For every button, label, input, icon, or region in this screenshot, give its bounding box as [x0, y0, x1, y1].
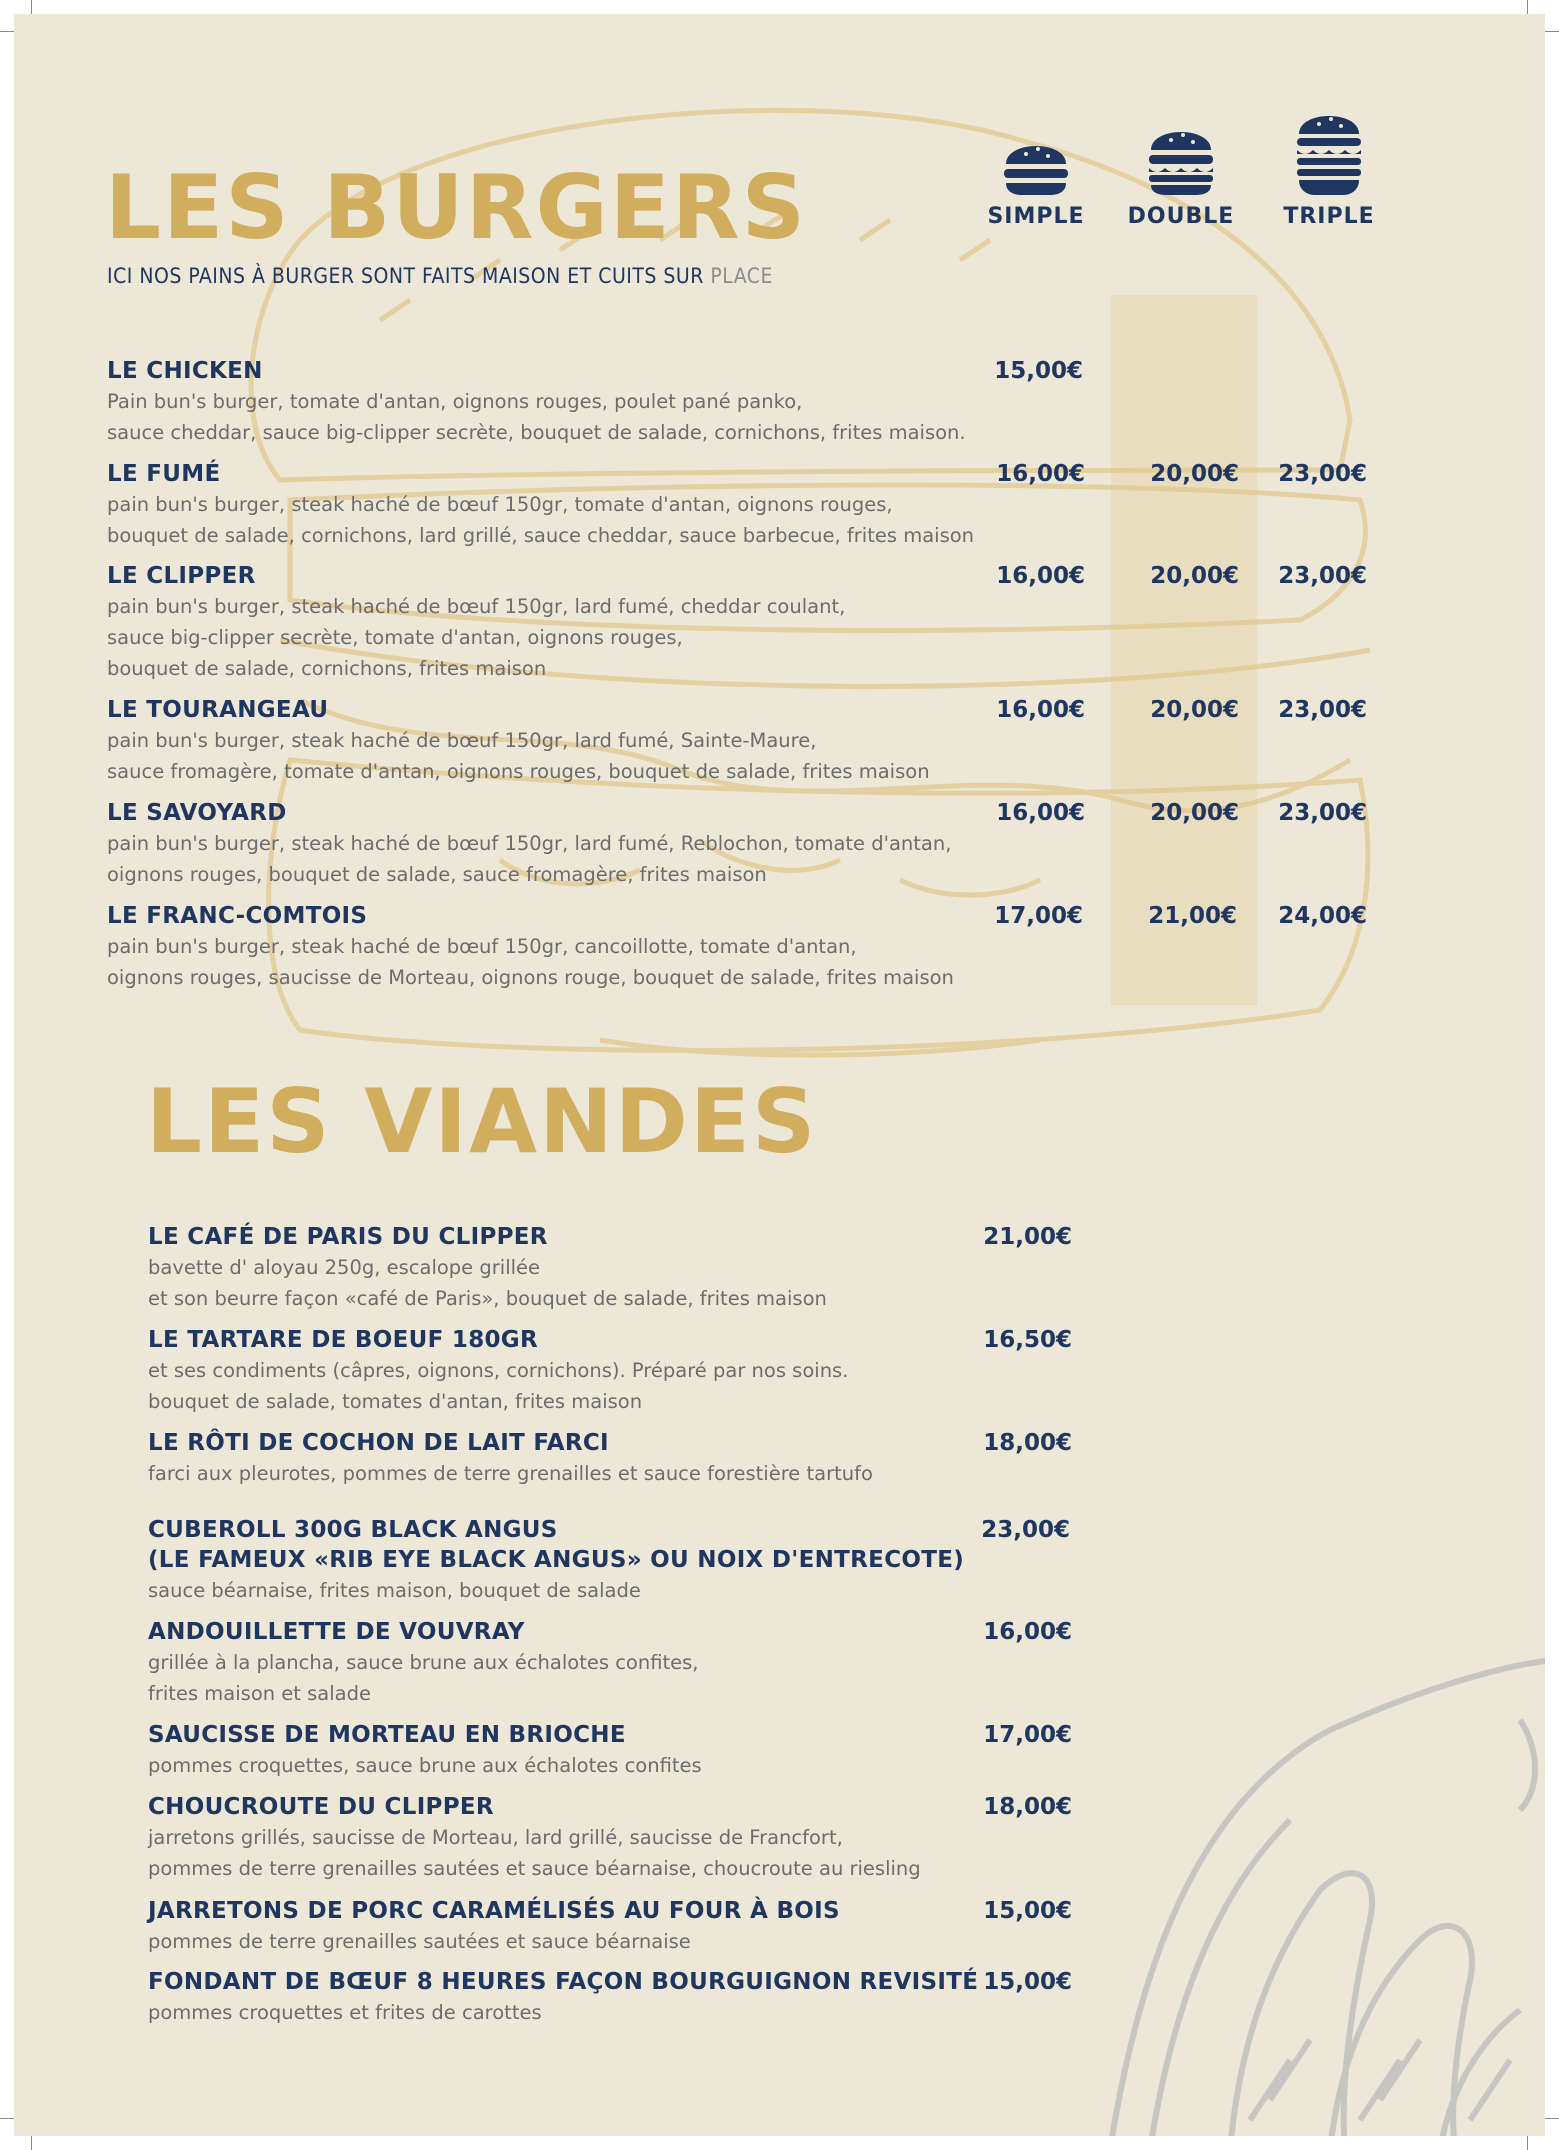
- item-desc: oignons rouges, saucisse de Morteau, oignons rouge, bouquet de salade, frites maison: [107, 966, 954, 989]
- price-simple: 16,00€: [996, 697, 1085, 723]
- item-name: ANDOUILLETTE DE VOUVRAY: [148, 1619, 525, 1645]
- menu-page: [14, 14, 1545, 2136]
- viande-item-cuberoll: [148, 1515, 964, 1606]
- viande-item-roti-cochon: [148, 1428, 873, 1489]
- price: 17,00€: [983, 1722, 1072, 1748]
- price-triple: 23,00€: [1278, 697, 1367, 723]
- price: 15,00€: [983, 1898, 1072, 1924]
- item-name: LE FRANC-COMTOIS: [107, 903, 368, 929]
- item-desc: sauce fromagère, tomate d'antan, oignons rouges, bouquet de salade, frites maison: [107, 760, 930, 783]
- item-desc: bouquet de salade, tomates d'antan, frites maison: [148, 1390, 643, 1413]
- price-simple: 17,00€: [994, 903, 1083, 929]
- item-desc: jarretons grillés, saucisse de Morteau, lard grillé, saucisse de Francfort,: [148, 1826, 843, 1849]
- item-desc: pain bun's burger, steak haché de bœuf 150gr, lard fumé, Sainte-Maure,: [107, 729, 817, 752]
- item-name: LE RÔTI DE COCHON DE LAIT FARCI: [148, 1430, 609, 1456]
- item-name: LE TARTARE DE BOEUF 180GR: [148, 1327, 538, 1353]
- price: 18,00€: [983, 1430, 1072, 1456]
- item-desc: grillée à la plancha, sauce brune aux échalotes confites,: [148, 1651, 699, 1674]
- price-column-highlight: [1111, 295, 1257, 1005]
- item-name: LE CAFÉ DE PARIS DU CLIPPER: [148, 1224, 548, 1250]
- price: 16,50€: [983, 1327, 1072, 1353]
- burger-item-clipper: [107, 561, 845, 684]
- item-name: FONDANT DE BŒUF 8 HEURES FAÇON BOURGUIGNON REVISITÉ: [148, 1969, 979, 1995]
- burger-triple-icon: [1297, 106, 1361, 196]
- item-name: JARRETONS DE PORC CARAMÉLISÉS AU FOUR À BOIS: [148, 1898, 840, 1924]
- item-name: LE CHICKEN: [107, 358, 263, 384]
- burger-item-savoyard: [107, 798, 951, 890]
- price-double: 20,00€: [1150, 563, 1239, 589]
- burgers-title: LES BURGERS: [105, 156, 807, 259]
- item-desc: pommes croquettes et frites de carottes: [148, 2001, 542, 2024]
- item-desc: pommes de terre grenailles sautées et sauce béarnaise, choucroute au riesling: [148, 1857, 921, 1880]
- viande-item-saucisse-morteau: [148, 1720, 702, 1781]
- price-simple: 16,00€: [996, 563, 1085, 589]
- burger-item-franc-comtois: [107, 901, 954, 993]
- item-desc: et ses condiments (câpres, oignons, cornichons). Préparé par nos soins.: [148, 1359, 849, 1382]
- viande-item-choucroute: [148, 1792, 921, 1884]
- item-desc: frites maison et salade: [148, 1682, 372, 1705]
- viandes-title: LES VIANDES: [146, 1070, 818, 1173]
- item-desc: pommes de terre grenailles sautées et sauce béarnaise: [148, 1930, 691, 1953]
- price-triple: 23,00€: [1278, 800, 1367, 826]
- item-desc: bouquet de salade, cornichons, frites maison: [107, 657, 547, 680]
- burger-simple-icon: [1004, 134, 1068, 196]
- item-desc: bavette d' aloyau 250g, escalope grillée: [148, 1256, 541, 1279]
- item-desc: et son beurre façon «café de Paris», bouquet de salade, frites maison: [148, 1287, 827, 1310]
- viande-item-jarretons: [148, 1896, 840, 1957]
- item-desc: pain bun's burger, steak haché de bœuf 150gr, tomate d'antan, oignons rouges,: [107, 493, 893, 516]
- subtitle-end: PLACE: [710, 264, 773, 288]
- price-triple: 24,00€: [1278, 903, 1367, 929]
- viande-item-andouillette: [148, 1617, 699, 1709]
- price: 16,00€: [983, 1619, 1072, 1645]
- price-double: 20,00€: [1150, 697, 1239, 723]
- price-simple: 16,00€: [996, 800, 1085, 826]
- price: 15,00€: [983, 1969, 1072, 1995]
- size-label-simple: SIMPLE: [987, 204, 1085, 229]
- item-desc: farci aux pleurotes, pommes de terre grenailles et sauce forestière tartufo: [148, 1462, 873, 1485]
- price-simple: 15,00€: [994, 358, 1083, 384]
- item-desc: sauce cheddar, sauce big-clipper secrète, bouquet de salade, cornichons, frites maison.: [107, 421, 966, 444]
- price-double: 20,00€: [1150, 800, 1239, 826]
- item-name: LE CLIPPER: [107, 563, 256, 589]
- price: 18,00€: [983, 1794, 1072, 1820]
- item-desc: pain bun's burger, steak haché de bœuf 150gr, cancoillotte, tomate d'antan,: [107, 935, 857, 958]
- price-triple: 23,00€: [1278, 563, 1367, 589]
- hand-sketch-illustration: [1110, 1660, 1545, 2136]
- viande-item-tartare: [148, 1325, 848, 1417]
- burger-item-tourangeau: [107, 695, 930, 787]
- price-double: 21,00€: [1148, 903, 1237, 929]
- item-name-line2: (LE FAMEUX «RIB EYE BLACK ANGUS» OU NOIX D'ENTRECOTE): [148, 1547, 965, 1573]
- burger-item-fume: [107, 459, 974, 551]
- item-desc: bouquet de salade, cornichons, lard grillé, sauce cheddar, sauce barbecue, frites maison: [107, 524, 975, 547]
- item-name: LE SAVOYARD: [107, 800, 287, 826]
- burgers-subtitle: [107, 264, 773, 288]
- item-name: CUBEROLL 300G BLACK ANGUS: [148, 1517, 558, 1543]
- burger-item-chicken: [107, 356, 966, 448]
- item-desc: sauce big-clipper secrète, tomate d'antan, oignons rouges,: [107, 626, 683, 649]
- item-desc: Pain bun's burger, tomate d'antan, oignons rouges, poulet pané panko,: [107, 390, 803, 413]
- item-desc: pommes croquettes, sauce brune aux échalotes confites: [148, 1754, 702, 1777]
- price: 23,00€: [981, 1517, 1070, 1543]
- item-desc: sauce béarnaise, frites maison, bouquet de salade: [148, 1579, 641, 1602]
- item-name: LE TOURANGEAU: [107, 697, 329, 723]
- price-triple: 23,00€: [1278, 461, 1367, 487]
- item-desc: oignons rouges, bouquet de salade, sauce fromagère, frites maison: [107, 863, 767, 886]
- size-header-simple: [966, 134, 1106, 229]
- size-header-triple: [1259, 106, 1399, 229]
- viande-item-fondant-boeuf: [148, 1967, 978, 2028]
- price-double: 20,00€: [1150, 461, 1239, 487]
- item-desc: pain bun's burger, steak haché de bœuf 150gr, lard fumé, Reblochon, tomate d'antan,: [107, 832, 952, 855]
- item-name: SAUCISSE DE MORTEAU EN BRIOCHE: [148, 1722, 626, 1748]
- size-label-double: DOUBLE: [1127, 204, 1235, 229]
- item-name: CHOUCROUTE DU CLIPPER: [148, 1794, 494, 1820]
- burger-double-icon: [1149, 120, 1213, 196]
- item-name: LE FUMÉ: [107, 461, 221, 487]
- price: 21,00€: [983, 1224, 1072, 1250]
- size-label-triple: TRIPLE: [1283, 204, 1375, 229]
- price-simple: 16,00€: [996, 461, 1085, 487]
- item-desc: pain bun's burger, steak haché de bœuf 150gr, lard fumé, cheddar coulant,: [107, 595, 846, 618]
- viande-item-cafe-de-paris: [148, 1222, 827, 1314]
- size-header-double: [1111, 120, 1251, 229]
- subtitle-main: ICI NOS PAINS À BURGER SONT FAITS MAISON ET CUITS SUR: [107, 264, 704, 288]
